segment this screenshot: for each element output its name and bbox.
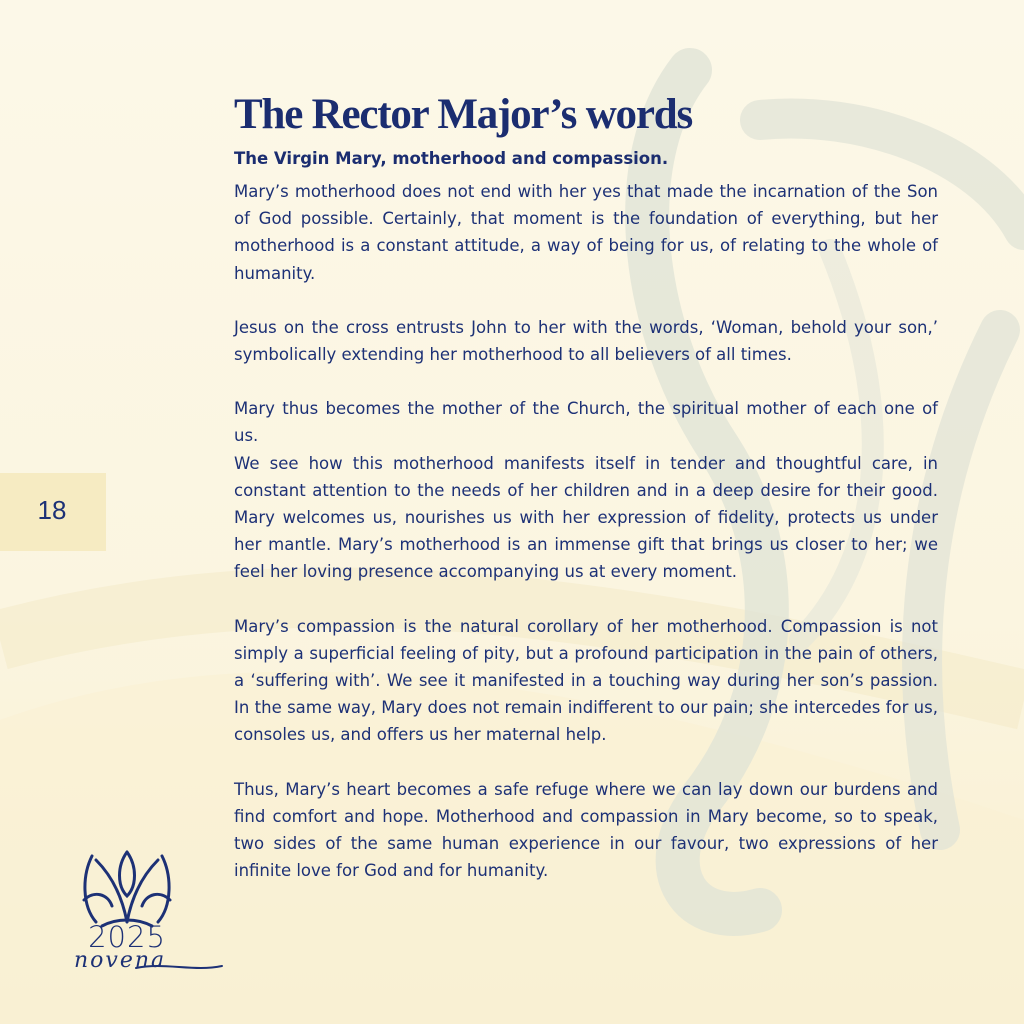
paragraph-6: Thus, Mary’s heart becomes a safe refuge where we can lay down our burdens and find comfort and hope. Motherhood and compassion in Mary become, so to speak, two sides of the same human experience in our favour, two expressions of her infinite love for God and for humanity. xyxy=(234,779,938,881)
page-title: The Rector Major’s words xyxy=(234,91,692,138)
page-number-tab xyxy=(0,473,106,551)
article-subtitle: The Virgin Mary, motherhood and compassion. xyxy=(234,149,669,168)
logo-year: 2025 xyxy=(88,920,166,954)
paragraph-4: We see how this motherhood manifests itself in tender and thoughtful care, in constant attention to the needs of her children and in a deep desire for their good. Mary welcomes us, nourishes us with her expression of fidelity, protects us under her mantle. Mary’s motherhood is an immense gift that brings us closer to her; we feel her loving presence accompanying us at every moment. xyxy=(234,453,938,582)
novena-2025-logo xyxy=(64,846,224,986)
paragraph-2: Jesus on the cross entrusts John to her with the words, ‘Woman, behold your son,’ symbolically extending her motherhood to all believers of all times. xyxy=(234,317,938,365)
paragraph-5: Mary’s compassion is the natural corollary of her motherhood. Compassion is not simply a superficial feeling of pity, but a profound participation in the pain of others, a ‘suffering with’. We see it manifested in a touching way during her son’s passion. In the same way, Mary does not remain indifferent to our pain; she intercedes for us, consoles us, and offers us her maternal help. xyxy=(234,616,938,745)
page-number: 18 xyxy=(37,495,67,525)
paragraph-1: Mary’s motherhood does not end with her yes that made the incarnation of the Son of God possible. Certainly, that moment is the foundation of everything, but her motherhood is a constant attitude, a way of being for us, of relating to the whole of humanity. xyxy=(234,182,938,283)
swash-icon xyxy=(134,960,224,974)
paragraph-3: Mary thus becomes the mother of the Church, the spiritual mother of each one of us. xyxy=(234,399,938,446)
marian-monogram-icon xyxy=(72,846,182,930)
logo-wordmark: novena xyxy=(74,948,167,973)
article xyxy=(234,84,938,911)
